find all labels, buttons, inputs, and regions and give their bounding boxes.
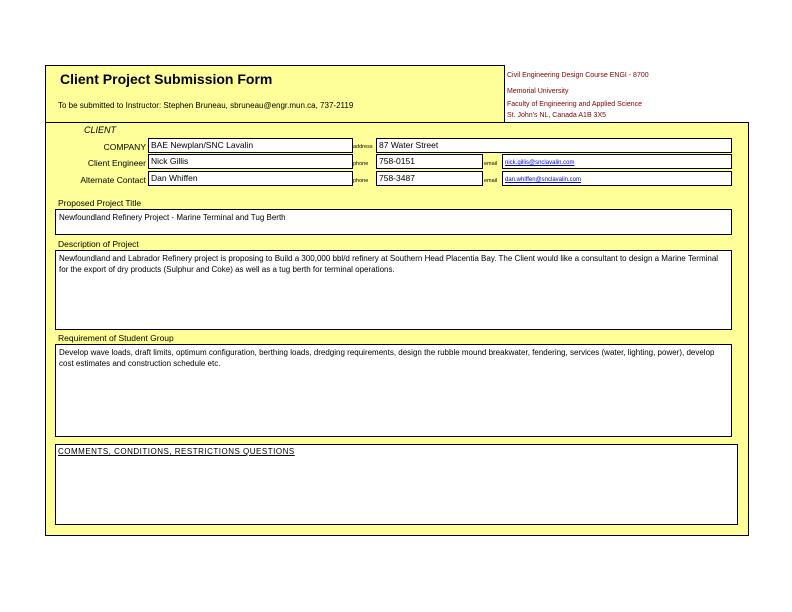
org-university: Memorial University <box>507 88 569 95</box>
client-engineer-label: Client Engineer <box>87 158 146 168</box>
alternate-contact-field[interactable]: Dan Whiffen <box>148 171 353 186</box>
alternate-phone-field[interactable]: 758-3487 <box>376 171 483 186</box>
requirement-field[interactable]: Develop wave loads, draft limits, optimum configuration, berthing loads, dredging requirements, design the rubble mound breakwater, fendering, services (water, lighting, power), develop cost estimates and construction schedule etc. <box>55 344 732 437</box>
requirement-label: Requirement of Student Group <box>58 333 174 343</box>
alternate-phone-label: phone <box>353 178 369 184</box>
engineer-phone-field[interactable]: 758-0151 <box>376 154 483 169</box>
company-field[interactable]: BAE Newplan/SNC Lavalin <box>148 138 353 153</box>
client-section-label: CLIENT <box>84 125 117 135</box>
alternate-email-label: email <box>484 178 498 184</box>
alternate-email-link[interactable]: dan.whiffen@snclavalin.com <box>502 171 732 186</box>
address-label: address <box>353 144 373 150</box>
engineer-email-label: email <box>484 161 498 167</box>
alternate-contact-label: Alternate Contact <box>80 175 146 185</box>
company-label: COMPANY <box>103 142 146 152</box>
organization-block <box>504 65 749 123</box>
client-engineer-field[interactable]: Nick Gillis <box>148 154 353 169</box>
engineer-phone-label: phone <box>353 161 369 167</box>
org-faculty: Faculty of Engineering and Applied Science <box>507 101 643 108</box>
project-title-label: Proposed Project Title <box>58 198 142 208</box>
description-label: Description of Project <box>58 239 139 249</box>
project-title-field[interactable]: Newfoundland Refinery Project - Marine Terminal and Tug Berth <box>55 209 732 235</box>
description-field[interactable]: Newfoundland and Labrador Refinery project is proposing to Build a 300,000 bbl/d refinery at Southern Head Placentia Bay. The Client would like a consultant to design a Marine Terminal for the export of dry products (Sulphur and Coke) as well as a tug berth for terminal operations. <box>55 250 732 330</box>
engineer-email-link[interactable]: nick.gillis@snclavalin.com <box>502 154 732 169</box>
comments-field[interactable] <box>55 444 738 525</box>
comments-label: COMMENTS, CONDITIONS, RESTRICTIONS QUESTIONS <box>58 447 295 456</box>
form-title: Client Project Submission Form <box>60 71 273 87</box>
org-address: St. John's NL, Canada A1B 3X5 <box>507 112 607 119</box>
org-course: Civil Engineering Design Course ENGI - 8700 <box>507 72 649 79</box>
address-field[interactable]: 87 Water Street <box>376 138 732 153</box>
submission-instructions: To be submitted to Instructor: Stephen Bruneau, sbruneau@engr.mun.ca, 737-2119 <box>58 101 354 110</box>
